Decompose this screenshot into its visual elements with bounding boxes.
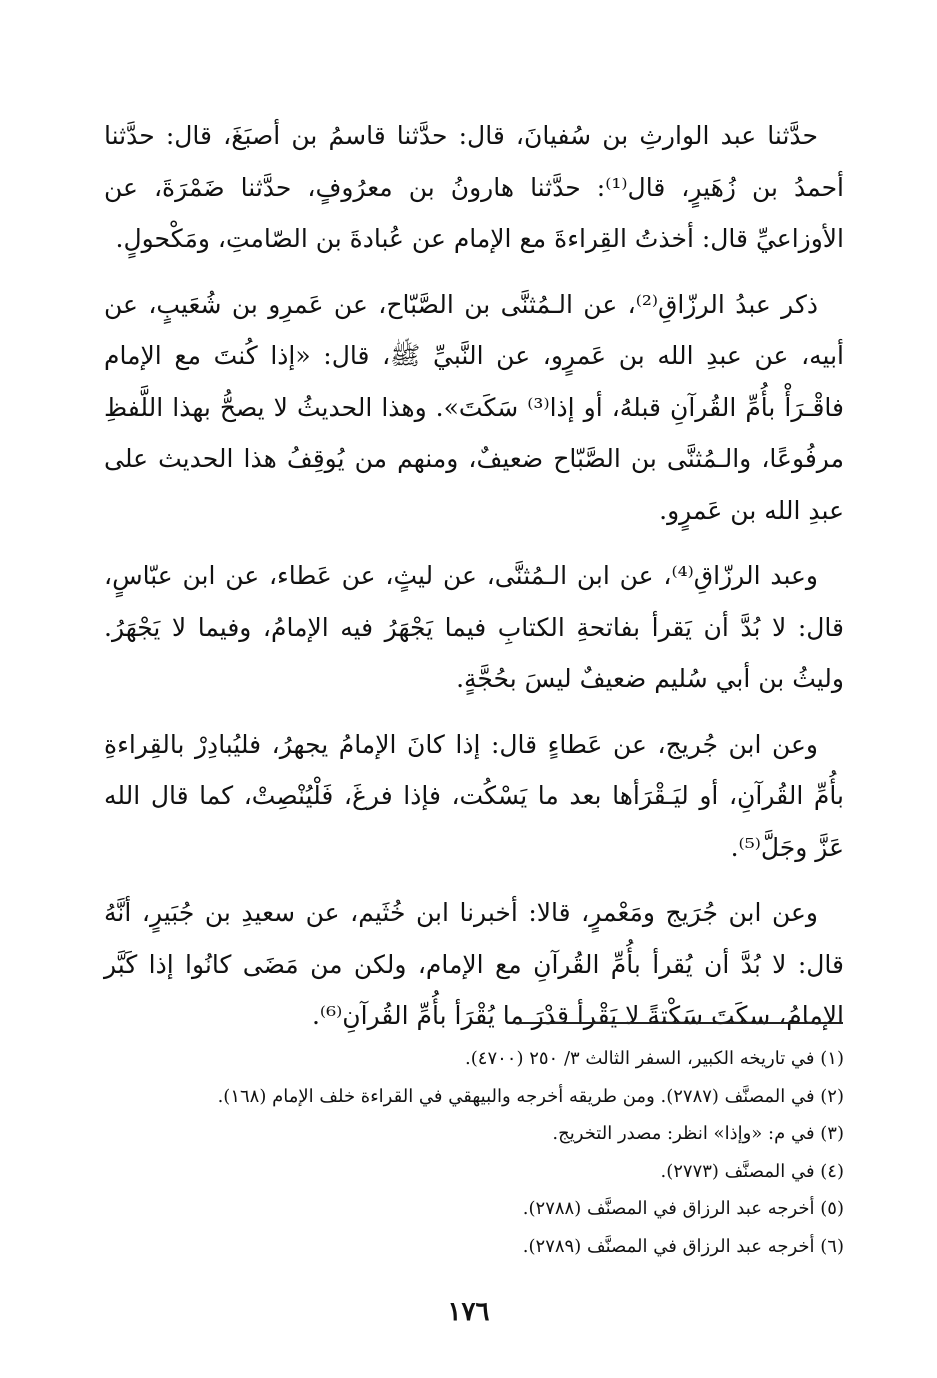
paragraph-4: وعن ابن جُريج، عن عَطاءٍ قال: إذا كانَ الإمامُ يجهرُ، فليُبادِرْ بالقِراءةِ بأُمِّ القُرآنِ، أو ليَـقْرَأها بعد ما يَسْكُت، فإذا فرغَ، فَلْيُنْصِتْ، كما قال الله عَزَّ وجَلَّ⁽⁵⁾. xyxy=(104,729,844,862)
paragraph-1: حدَّثنا عبد الوارثِ بن سُفيانَ، قال: حدَّثنا قاسمُ بن أصبَغَ، قال: حدَّثنا أحمدُ بن زُهَيرٍ، قال⁽¹⁾: حدَّثنا هارونُ بن معرُوفٍ، حدَّثنا ضَمْرَةَ، عن الأوزاعيِّ قال: أخذتُ القِراءةَ مع الإمام عن عُبادةَ بن الصّامتِ، ومَكْحولٍ. xyxy=(104,121,844,253)
footnote-2: (٢) في المصنَّف (٢٧٨٧). ومن طريقه أخرجه والبيهقي في القراءة خلف الإمام (١٦٨). xyxy=(217,1085,844,1107)
paragraph-3: وعبد الرزّاقِ⁽⁴⁾، عن ابن الـمُثنَّى، عن ليثٍ، عن عَطاء، عن ابن عبّاسٍ، قال: لا بُدَّ أن يَقرأ بفاتحةِ الكتابِ فيما يَجْهَرُ فيه الإمامُ، وفيما لا يَجْهَرُ. وليثُ بن أبي سُليم ضعيفٌ ليسَ بحُجَّةٍ. xyxy=(104,561,844,693)
main-text xyxy=(104,110,844,1056)
footnote-4: (٤) في المصنَّف (٢٧٧٣). xyxy=(660,1160,844,1182)
footnote-3: (٣) في م: «وإذا» انظر: مصدر التخريج. xyxy=(552,1123,844,1144)
footnote-1: (١) في تاريخه الكبير، السفر الثالث ٣/ ٢٥٠ (٤٧٠٠). xyxy=(465,1048,844,1069)
paragraph-2: ذكر عبدُ الرزّاقِ⁽²⁾، عن الـمُثنَّى بن الصَّبّاح، عن عَمرِو بن شُعَيبٍ، عن أبيه، عن عبدِ الله بن عَمرٍو، عن النَّبيِّ ﷺ، قال: «إذا كُنتَ مع الإمام فاقْـرَأْ بأُمِّ القُرآنِ قبلهُ، أو إذا⁽³⁾ سَكَتَ». وهذا الحديثُ لا يصحُّ بهذا اللَّفظِ مرفُوعًا، والـمُثنَّى بن الصَّبّاح ضعيفٌ، ومنهم من يُوقِفُ هذا الحديث على عبدِ الله بن عَمرٍو. xyxy=(104,289,844,525)
footnote-separator xyxy=(515,1022,843,1024)
footnotes xyxy=(104,1040,844,1265)
paragraph-5: وعن ابن جُرَيج ومَعْمرٍ، قالا: أخبرنا ابن خُثَيم، عن سعيدِ بن جُبَيرٍ، أنَّهُ قال: لا بُدَّ أن يُقرأ بأُمِّ القُرآنِ مع الإمام، ولكن من مَضَى كانُوا إذا كَبَّر الإمامُ، سكَتَ سَكْتةً لا يَقْرأ قدْرَ ما يُقْرَأ بأُمِّ القُرآنِ⁽⁶⁾. xyxy=(104,898,844,1030)
footnote-6: (٦) أخرجه عبد الرزاق في المصنَّف (٢٧٨٩). xyxy=(522,1235,844,1257)
footnote-5: (٥) أخرجه عبد الرزاق في المصنَّف (٢٧٨٨). xyxy=(522,1198,844,1219)
page-number: ١٧٦ xyxy=(447,1297,490,1327)
